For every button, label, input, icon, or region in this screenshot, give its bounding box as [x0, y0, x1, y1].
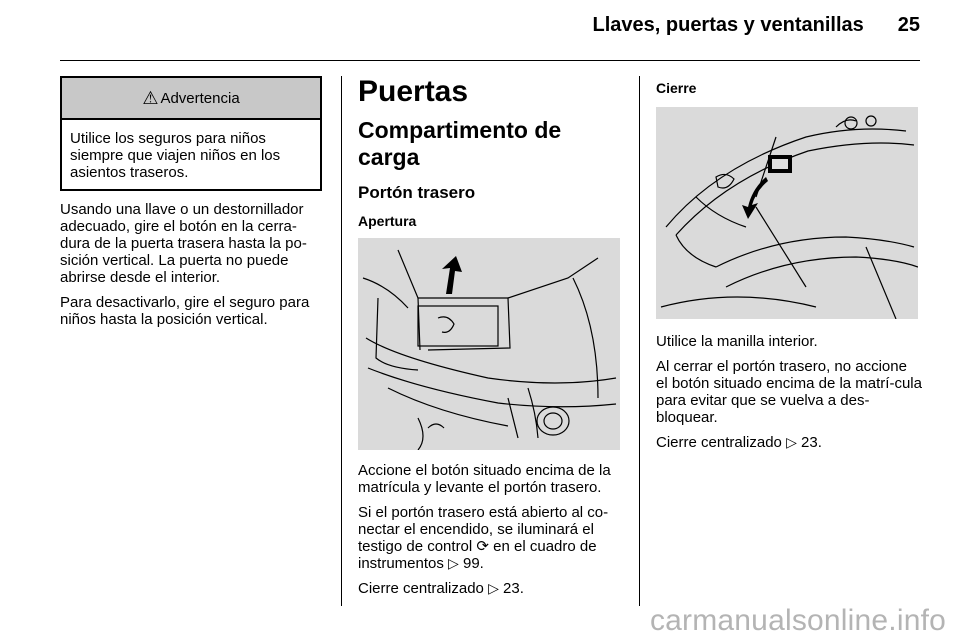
- warning-box: [60, 76, 322, 191]
- section-title: Puertas: [358, 75, 469, 108]
- subsection-title: Compartimento de carga: [358, 117, 562, 170]
- central-locking-text: Cierre centralizado: [358, 580, 484, 597]
- heading-opening: Apertura: [358, 213, 417, 229]
- central-locking-text-2: Cierre centralizado: [656, 434, 782, 451]
- central-locking-page-ref-2: 23.: [801, 434, 822, 451]
- reference-arrow-icon: ▷: [786, 434, 797, 450]
- paragraph-deactivate: Para desactivarlo, gire el seguro para niños hasta la posición vertical.: [60, 294, 310, 328]
- warning-header: [62, 78, 320, 120]
- reference-arrow-icon: ▷: [448, 555, 459, 571]
- page-number: 25: [897, 14, 920, 36]
- illustration-opening: [358, 238, 620, 450]
- indicator-page-ref: 99.: [463, 555, 484, 572]
- column-divider-1: [341, 76, 342, 606]
- paragraph-indicator: [358, 504, 624, 572]
- reference-arrow-icon: ▷: [488, 580, 499, 596]
- column-1: [60, 76, 326, 336]
- column-2: [358, 76, 624, 605]
- indicator-text-b: en el cuadro de instrumentos: [358, 538, 597, 572]
- warning-triangle-icon: ⚠: [142, 87, 159, 108]
- warning-title: Advertencia: [160, 89, 240, 107]
- paragraph-child-lock: Usando una llave o un destornillador adecuado, gire el botón en la cerra-dura de la puerta trasera hasta la po-sición vertical. La puerta no puede abrirse desde el interior.: [60, 201, 307, 286]
- page-header: [0, 14, 920, 37]
- warning-text: Utilice los seguros para niños siempre que viajen niños en los asientos traseros.: [70, 130, 281, 181]
- column-divider-2: [639, 76, 640, 606]
- illustration-closing: [656, 107, 918, 319]
- paragraph-central-locking-2: [656, 434, 922, 451]
- paragraph-open-tailgate: Accione el botón situado encima de la matrícula y levante el portón trasero.: [358, 462, 611, 496]
- paragraph-central-locking: [358, 580, 624, 597]
- paragraph-closing-warning: Al cerrar el portón trasero, no accione el botón situado encima de la matrí-cula para evitar que se vuelva a des-bloquear.: [656, 358, 922, 426]
- subsubsection-title: Portón trasero: [358, 183, 476, 202]
- paragraph-interior-handle: Utilice la manilla interior.: [656, 333, 818, 350]
- tailgate-open-indicator-icon: ⟳: [476, 538, 489, 555]
- indicator-text-a: Si el portón trasero está abierto al co-nectar el encendido, se iluminará el testigo de control: [358, 504, 609, 555]
- watermark-text: carmanualsonline.info: [649, 604, 946, 637]
- chapter-title: Llaves, puertas y ventanillas: [592, 14, 864, 36]
- heading-closing: Cierre: [656, 80, 697, 96]
- column-3: [656, 76, 922, 459]
- header-rule: [60, 60, 920, 61]
- central-locking-page-ref: 23.: [503, 580, 524, 597]
